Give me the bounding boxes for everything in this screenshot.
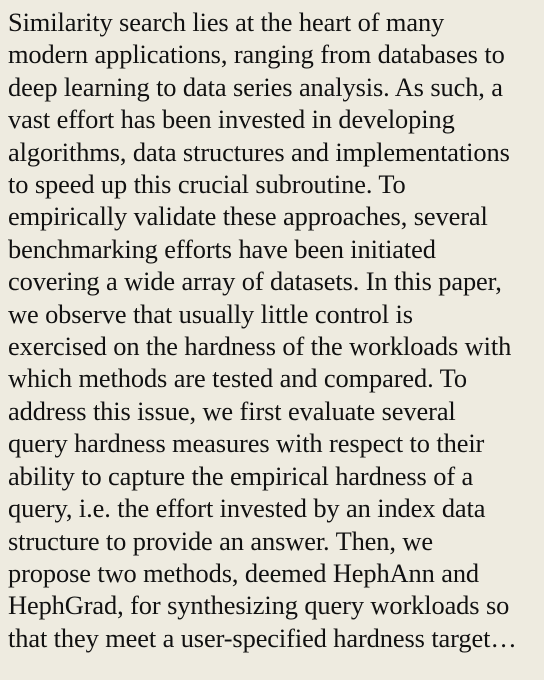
text-line: structure to provide an answer. Then, we — [8, 525, 433, 556]
text-line: vast effort has been invested in developing — [8, 104, 455, 135]
text-line: query, i.e. the effort invested by an index data — [8, 493, 486, 524]
text-line: HephGrad, for synthesizing query workloads so — [8, 590, 510, 621]
abstract-text — [8, 6, 542, 654]
text-line: exercised on the hardness of the workloads with — [8, 331, 512, 362]
text-line: deep learning to data series analysis. As such, a — [8, 71, 503, 102]
text-line: benchmarking efforts have been initiated — [8, 233, 436, 264]
text-line: covering a wide array of datasets. In this paper, — [8, 266, 502, 297]
text-line: that they meet a user-specified hardness target… — [8, 622, 517, 653]
text-line: to speed up this crucial subroutine. To — [8, 169, 406, 200]
text-line: algorithms, data structures and implementations — [8, 136, 510, 167]
text-line: we observe that usually little control is — [8, 298, 413, 329]
text-line: propose two methods, deemed HephAnn and — [8, 557, 480, 588]
text-line: address this issue, we first evaluate several — [8, 395, 456, 426]
text-line: ability to capture the empirical hardness of a — [8, 460, 474, 491]
text-line: query hardness measures with respect to their — [8, 428, 485, 459]
text-line: modern applications, ranging from databases to — [8, 39, 505, 70]
text-line: empirically validate these approaches, several — [8, 201, 488, 232]
text-line: which methods are tested and compared. To — [8, 363, 467, 394]
text-line: Similarity search lies at the heart of many — [8, 7, 445, 37]
